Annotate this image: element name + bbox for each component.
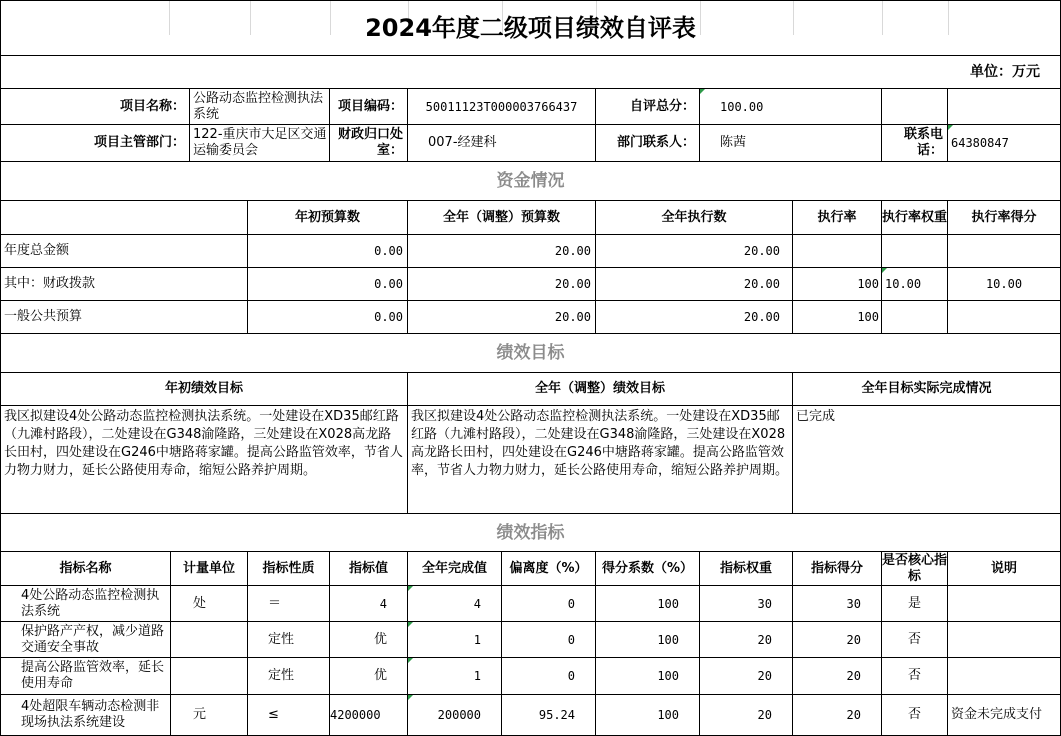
- funds-header-executed: 全年执行数: [596, 201, 793, 235]
- funds-row-executed[interactable]: 20.00: [596, 268, 793, 301]
- funds-header-rate: 执行率: [793, 201, 882, 235]
- funds-row-executed[interactable]: 20.00: [596, 235, 793, 268]
- ind-header-note: 说明: [948, 552, 1061, 586]
- ind-header-score: 指标得分: [793, 552, 882, 586]
- phone-value[interactable]: 64380847: [948, 125, 1061, 162]
- ind-row-score[interactable]: 30: [793, 586, 882, 622]
- goals-section-title: 绩效目标: [0, 334, 1061, 373]
- funds-header-blank: [0, 201, 248, 235]
- ind-row-value[interactable]: 优: [330, 658, 408, 695]
- goals-adjusted-text[interactable]: 我区拟建设4处公路动态监控检测执法系统。一处建设在XD35邮红路（九滩村路段），二处建设在G348渝隆路，三处建设在X028高龙路长田村，四处建设在G246中塘路蒋家罐。提高公路监管效率，节省人力物力财力，延长公路使用寿命，缩短公路养护周期。: [408, 406, 793, 514]
- ind-row-score[interactable]: 20: [793, 658, 882, 695]
- ind-row-core[interactable]: 是: [882, 586, 948, 622]
- ind-row-nature[interactable]: ＝: [248, 586, 330, 622]
- contact-value[interactable]: 陈茜: [700, 125, 882, 162]
- ind-row-weight[interactable]: 30: [700, 586, 793, 622]
- ind-row-core[interactable]: 否: [882, 658, 948, 695]
- finance-label: 财政归口处室：: [330, 125, 408, 162]
- ind-row-done[interactable]: 1: [408, 658, 502, 695]
- empty-cell: [948, 89, 1061, 125]
- ind-row-name[interactable]: 保护路产产权，减少道路交通安全事故: [0, 622, 171, 658]
- ind-row-weight[interactable]: 20: [700, 695, 793, 736]
- ind-row-unit[interactable]: [171, 622, 248, 658]
- funds-row-score[interactable]: [948, 301, 1061, 334]
- ind-row-note[interactable]: 资金未完成支付: [948, 695, 1061, 736]
- project-name-value[interactable]: 公路动态监控检测执法系统: [190, 89, 330, 125]
- goals-actual-text[interactable]: 已完成: [793, 406, 1061, 514]
- ind-row-name[interactable]: 4处超限车辆动态检测非现场执法系统建设: [0, 695, 171, 736]
- ind-header-weight: 指标权重: [700, 552, 793, 586]
- finance-value[interactable]: 007-经建科: [408, 125, 596, 162]
- ind-row-coef[interactable]: 100: [596, 695, 700, 736]
- goals-initial-text[interactable]: 我区拟建设4处公路动态监控检测执法系统。一处建设在XD35邮红路（九滩村路段），二处建设在G348渝隆路，三处建设在X028高龙路长田村，四处建设在G246中塘路蒋家罐。提高公路监管效率，节省人力物力财力，延长公路使用寿命，缩短公路养护周期。: [0, 406, 408, 514]
- goals-header-initial: 年初绩效目标: [0, 373, 408, 406]
- ind-header-nature: 指标性质: [248, 552, 330, 586]
- ind-row-dev[interactable]: 95.24: [502, 695, 596, 736]
- page-title: 2024年度二级项目绩效自评表: [0, 0, 1061, 56]
- ind-row-note[interactable]: [948, 622, 1061, 658]
- ind-row-core[interactable]: 否: [882, 622, 948, 658]
- funds-row-adjusted[interactable]: 20.00: [408, 268, 596, 301]
- funds-header-initial: 年初预算数: [248, 201, 408, 235]
- indicators-section-title: 绩效指标: [0, 514, 1061, 552]
- funds-row-score[interactable]: [948, 235, 1061, 268]
- funds-row-weight[interactable]: [882, 235, 948, 268]
- ind-row-dev[interactable]: 0: [502, 658, 596, 695]
- ind-row-done[interactable]: 4: [408, 586, 502, 622]
- goals-header-adjusted: 全年（调整）绩效目标: [408, 373, 793, 406]
- ind-row-nature[interactable]: ≤: [248, 695, 330, 736]
- ind-row-value[interactable]: 优: [330, 622, 408, 658]
- ind-row-unit[interactable]: 元: [171, 695, 248, 736]
- ind-row-unit[interactable]: [171, 658, 248, 695]
- ind-row-value[interactable]: 4: [330, 586, 408, 622]
- funds-row-adjusted[interactable]: 20.00: [408, 235, 596, 268]
- score-value[interactable]: 100.00: [700, 89, 882, 125]
- ind-row-weight[interactable]: 20: [700, 658, 793, 695]
- funds-row-score[interactable]: 10.00: [948, 268, 1061, 301]
- ind-row-coef[interactable]: 100: [596, 586, 700, 622]
- score-label: 自评总分：: [596, 89, 700, 125]
- ind-row-coef[interactable]: 100: [596, 622, 700, 658]
- dept-value[interactable]: 122-重庆市大足区交通运输委员会: [190, 125, 330, 162]
- funds-row-weight[interactable]: 10.00: [882, 268, 948, 301]
- funds-row-weight[interactable]: [882, 301, 948, 334]
- funds-section-title: 资金情况: [0, 162, 1061, 201]
- ind-row-value[interactable]: 4200000: [330, 695, 408, 736]
- ind-header-unit: 计量单位: [171, 552, 248, 586]
- ind-row-unit[interactable]: 处: [171, 586, 248, 622]
- ind-row-note[interactable]: [948, 586, 1061, 622]
- ind-row-weight[interactable]: 20: [700, 622, 793, 658]
- ind-row-core[interactable]: 否: [882, 695, 948, 736]
- funds-row-adjusted[interactable]: 20.00: [408, 301, 596, 334]
- funds-row-executed[interactable]: 20.00: [596, 301, 793, 334]
- unit-label: 单位：万元: [0, 56, 1061, 89]
- contact-label: 部门联系人：: [596, 125, 700, 162]
- funds-row-name: 年度总金额: [0, 235, 248, 268]
- ind-row-note[interactable]: [948, 658, 1061, 695]
- ind-row-nature[interactable]: 定性: [248, 658, 330, 695]
- ind-row-name[interactable]: 4处公路动态监控检测执法系统: [0, 586, 171, 622]
- ind-row-dev[interactable]: 0: [502, 622, 596, 658]
- funds-row-rate[interactable]: [793, 235, 882, 268]
- funds-row-initial[interactable]: 0.00: [248, 301, 408, 334]
- ind-header-coef: 得分系数（%）: [596, 552, 700, 586]
- ind-header-value: 指标值: [330, 552, 408, 586]
- funds-row-name: 一般公共预算: [0, 301, 248, 334]
- funds-row-initial[interactable]: 0.00: [248, 268, 408, 301]
- project-code-value[interactable]: 50011123T000003766437: [408, 89, 596, 125]
- ind-row-score[interactable]: 20: [793, 695, 882, 736]
- ind-row-score[interactable]: 20: [793, 622, 882, 658]
- ind-header-core: 是否核心指标: [882, 552, 948, 586]
- ind-row-done[interactable]: 200000: [408, 695, 502, 736]
- ind-header-name: 指标名称: [0, 552, 171, 586]
- ind-row-coef[interactable]: 100: [596, 658, 700, 695]
- funds-row-rate[interactable]: 100: [793, 301, 882, 334]
- ind-header-dev: 偏离度（%）: [502, 552, 596, 586]
- ind-row-done[interactable]: 1: [408, 622, 502, 658]
- project-name-label: 项目名称：: [0, 89, 190, 125]
- ind-header-done: 全年完成值: [408, 552, 502, 586]
- funds-row-initial[interactable]: 0.00: [248, 235, 408, 268]
- empty-cell: [882, 89, 948, 125]
- ind-row-name[interactable]: 提高公路监管效率，延长使用寿命: [0, 658, 171, 695]
- funds-header-weight: 执行率权重: [882, 201, 948, 235]
- ind-row-nature[interactable]: 定性: [248, 622, 330, 658]
- ind-row-dev[interactable]: 0: [502, 586, 596, 622]
- funds-row-name: 其中：财政拨款: [0, 268, 248, 301]
- phone-label: 联系电话：: [882, 125, 948, 162]
- dept-label: 项目主管部门：: [0, 125, 190, 162]
- funds-header-adjusted: 全年（调整）预算数: [408, 201, 596, 235]
- funds-header-score: 执行率得分: [948, 201, 1061, 235]
- funds-row-rate[interactable]: 100: [793, 268, 882, 301]
- project-code-label: 项目编码：: [330, 89, 408, 125]
- goals-header-actual: 全年目标实际完成情况: [793, 373, 1061, 406]
